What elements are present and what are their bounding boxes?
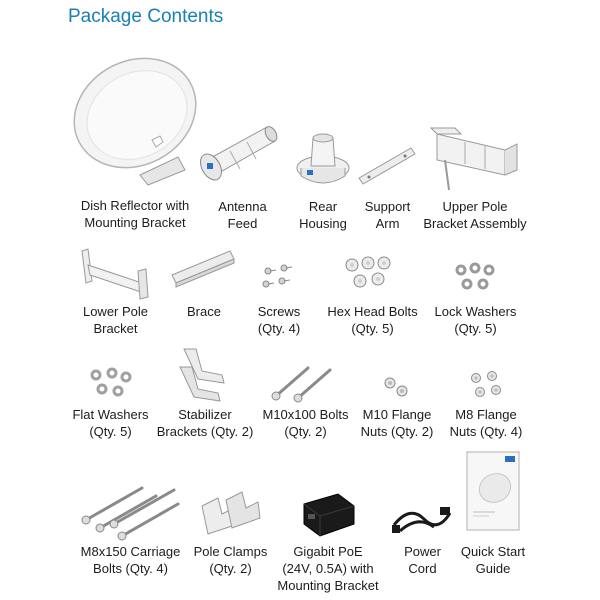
- upper-pole-bracket-image: [425, 120, 525, 195]
- screws-label: Screws (Qty. 4): [257, 304, 301, 336]
- page-title: Package Contents: [68, 6, 224, 27]
- support-arm: [355, 140, 420, 231]
- gigabit-poe-label: Gigabit PoE (24V, 0.5A) with Mounting Bracket: [277, 544, 379, 593]
- lock-washers-image: [453, 262, 498, 300]
- upper-pole-bracket-label: Upper Pole Bracket Assembly: [423, 199, 527, 231]
- stabilizer-brackets: [156, 345, 254, 439]
- antenna-feed-image: [195, 105, 290, 195]
- m10x100-bolts-label: M10x100 Bolts (Qty. 2): [262, 407, 349, 439]
- lower-pole-bracket-label: Lower Pole Bracket: [82, 304, 149, 336]
- dish-reflector-label: Dish Reflector with Mounting Bracket: [80, 198, 190, 230]
- m8-flange-nuts-image: [468, 370, 504, 403]
- brace-label: Brace: [187, 304, 221, 319]
- m8-flange-nuts: [449, 370, 523, 439]
- pole-clamps-image: [198, 488, 263, 540]
- m10-flange-nuts-image: [382, 375, 412, 403]
- lock-washers: [434, 262, 517, 336]
- hex-head-bolts-image: [340, 255, 405, 300]
- pole-clamps: [193, 488, 268, 576]
- power-cord-label: Power Cord: [404, 544, 441, 576]
- rear-housing-image: [293, 128, 353, 195]
- rear-housing: [293, 128, 353, 231]
- screws-image: [258, 262, 300, 300]
- hex-head-bolts-label: Hex Head Bolts (Qty. 5): [327, 304, 418, 336]
- flat-washers-label: Flat Washers (Qty. 5): [72, 407, 149, 439]
- quick-start-guide-image: [465, 450, 521, 532]
- screws: [257, 262, 301, 336]
- hex-head-bolts: [327, 255, 418, 336]
- dish-reflector: [60, 45, 210, 230]
- m8-flange-nuts-label: M8 Flange Nuts (Qty. 4): [449, 407, 523, 439]
- brace-image: [170, 245, 238, 300]
- lower-pole-bracket-image: [78, 245, 153, 300]
- support-arm-image: [355, 140, 420, 195]
- flat-washers: [72, 365, 149, 439]
- m10-flange-nuts: [360, 375, 434, 439]
- upper-pole-bracket: [423, 120, 527, 231]
- gigabit-poe-image: [298, 490, 358, 540]
- brace: [170, 245, 238, 319]
- m10x100-bolts-image: [268, 362, 343, 403]
- power-cord: [390, 495, 455, 576]
- pole-clamps-label: Pole Clamps (Qty. 2): [193, 544, 268, 576]
- antenna-feed: [195, 105, 290, 231]
- lower-pole-bracket: [78, 245, 153, 336]
- m10-flange-nuts-label: M10 Flange Nuts (Qty. 2): [360, 407, 434, 439]
- stabilizer-brackets-image: [172, 345, 237, 403]
- rear-housing-label: Rear Housing: [299, 199, 347, 231]
- m8x150-carriage-bolts-label: M8x150 Carriage Bolts (Qty. 4): [80, 544, 181, 576]
- m8x150-carriage-bolts: [78, 480, 183, 576]
- stabilizer-brackets-label: Stabilizer Brackets (Qty. 2): [156, 407, 254, 439]
- gigabit-poe: [277, 490, 379, 593]
- support-arm-label: Support Arm: [364, 199, 411, 231]
- power-cord-image: [390, 495, 455, 540]
- antenna-feed-label: Antenna Feed: [218, 199, 267, 231]
- m8x150-carriage-bolts-image: [78, 480, 183, 540]
- lock-washers-label: Lock Washers (Qty. 5): [434, 304, 517, 336]
- m10x100-bolts: [262, 362, 349, 439]
- dish-reflector-image: [60, 45, 210, 195]
- quick-start-guide-label: Quick Start Guide: [460, 544, 526, 576]
- quick-start-guide: [460, 450, 526, 576]
- flat-washers-image: [88, 365, 133, 403]
